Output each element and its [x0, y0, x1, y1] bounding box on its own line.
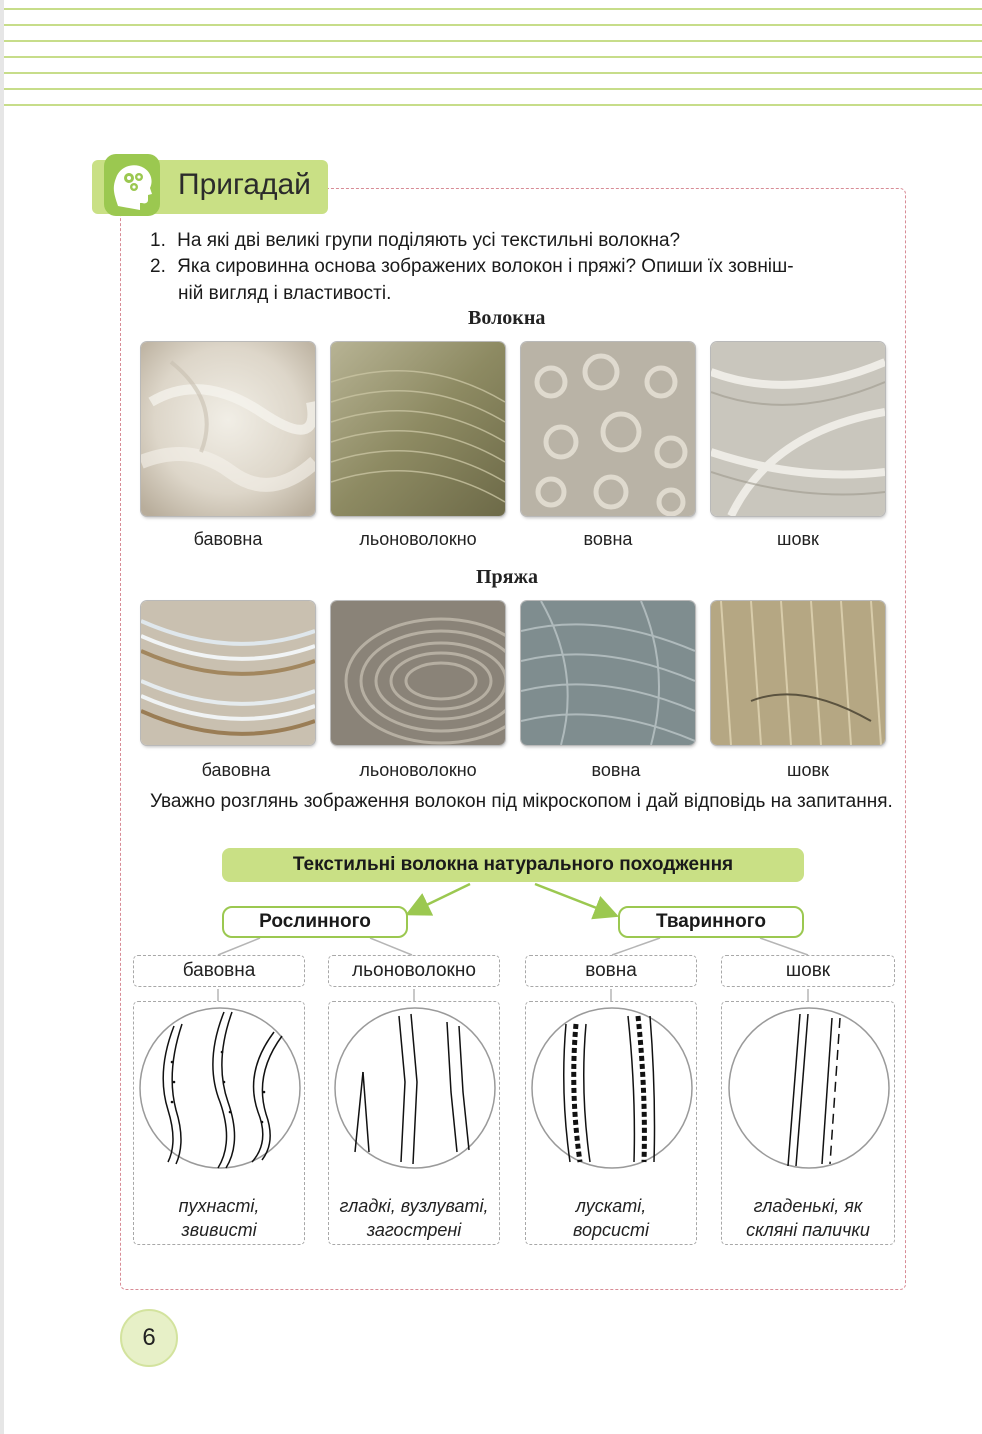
diagram-fiber-wool: вовна [525, 955, 697, 987]
intro-text: Уважно розглянь зображення волокон під мікроскопом і дай відповідь на запитання. [150, 791, 893, 812]
question-number: 2. [150, 256, 166, 277]
microscope-silk [721, 1001, 895, 1245]
desc-line: лускаті, [575, 1196, 647, 1216]
diagram-fiber-silk: шовк [721, 955, 895, 987]
fiber-caption-wool: вовна [583, 529, 633, 549]
yarn-heading: Пряжа [476, 566, 539, 588]
page-number: 6 [120, 1309, 178, 1367]
desc-line: пухнасті, [178, 1196, 260, 1216]
microscope-cotton-desc [134, 1194, 304, 1242]
diagram-fiber-cotton: бавовна [133, 955, 305, 987]
microscope-cotton [133, 1001, 305, 1245]
yarn-caption-wool: вовна [591, 760, 641, 780]
fibers-heading: Волокна [468, 307, 546, 329]
diagram-fiber-flax: льоноволокно [328, 955, 500, 987]
desc-line: гладкі, вузлуваті, [339, 1196, 489, 1216]
question-number: 1. [150, 230, 166, 251]
microscope-wool [525, 1001, 697, 1245]
desc-line: звивисті [181, 1220, 257, 1240]
desc-line: ворсисті [572, 1220, 650, 1240]
fiber-caption-silk: шовк [777, 529, 819, 549]
microscope-flax-desc [329, 1194, 499, 1242]
question-text: Яка сировинна основа зображених волокон і пряжі? Опиши їх зовніш- [177, 256, 794, 277]
question-text: На які дві великі групи поділяють усі текстильні волокна? [177, 230, 681, 251]
microscope-wool-desc [526, 1194, 696, 1242]
group-animal: Тваринного [618, 906, 804, 938]
section-title: Пригадай [178, 168, 311, 201]
question-2-continuation: ній вигляд і властивості. [178, 283, 392, 304]
fiber-caption-cotton: бавовна [193, 529, 263, 549]
desc-line: загострені [366, 1220, 462, 1240]
diagram-root: Текстильні волокна натурального походження [222, 848, 804, 882]
fiber-caption-flax: льоноволокно [359, 529, 477, 549]
yarn-caption-silk: шовк [787, 760, 829, 780]
microscope-flax [328, 1001, 500, 1245]
yarn-caption-cotton: бавовна [201, 760, 271, 780]
desc-line: скляні палички [746, 1220, 870, 1240]
desc-line: гладенькі, як [753, 1196, 863, 1216]
yarn-caption-flax: льоноволокно [359, 760, 477, 780]
microscope-silk-desc [722, 1194, 894, 1242]
group-plant: Рослинного [222, 906, 408, 938]
